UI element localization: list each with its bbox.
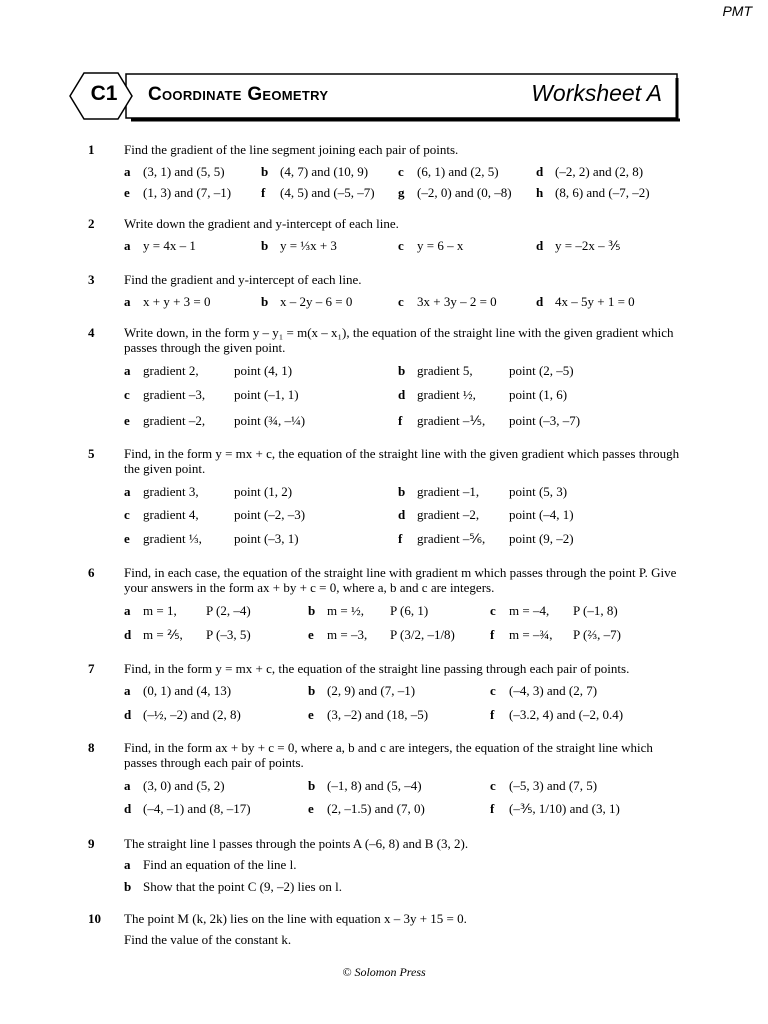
part-b-point: point (5, 3) bbox=[509, 484, 568, 499]
topic-title: Coordinate Geometry bbox=[148, 84, 329, 105]
part-c: c (–4, 3) and (2, 7) bbox=[490, 683, 598, 698]
part-a-point: point (1, 2) bbox=[234, 484, 293, 499]
part-b: b y = ⅓x + 3 bbox=[261, 238, 337, 253]
question-number: 7 bbox=[88, 661, 95, 676]
question-number: 10 bbox=[88, 911, 101, 926]
part-e-point: point (¾, –¼) bbox=[234, 413, 306, 428]
part-b-point: P (6, 1) bbox=[390, 603, 429, 618]
part-f: f (–⅗, 1/10) and (3, 1) bbox=[490, 801, 620, 816]
part-b: b x – 2y – 6 = 0 bbox=[261, 294, 353, 309]
part-a: a x + y + 3 = 0 bbox=[124, 294, 211, 309]
part-d: d 4x – 5y + 1 = 0 bbox=[536, 294, 635, 309]
part-f-point: point (9, –2) bbox=[509, 531, 574, 546]
question-text: Find, in the form y = mx + c, the equation of the straight line with the given gradient which passes through the given point. bbox=[124, 446, 680, 476]
part-a: a Find an equation of the line l. bbox=[124, 857, 297, 872]
part-h: h (8, 6) and (–7, –2) bbox=[536, 185, 650, 200]
part-d-point: P (–3, 5) bbox=[206, 627, 251, 642]
part-c: c m = –4, bbox=[490, 603, 550, 618]
question-text: Write down, in the form y – y₁ = m(x – x₁), the equation of the straight line with the given gradient which passes through the given point. bbox=[124, 325, 674, 355]
part-a: a gradient 3, bbox=[124, 484, 199, 499]
question-number: 5 bbox=[88, 446, 95, 461]
part-g: g (–2, 0) and (0, –8) bbox=[398, 185, 512, 200]
part-b: b Show that the point C (9, –2) lies on l. bbox=[124, 879, 342, 894]
part-a: a m = 1, bbox=[124, 603, 177, 618]
part-e: e gradient ⅓, bbox=[124, 531, 202, 546]
part-d: d (–2, 2) and (2, 8) bbox=[536, 164, 644, 179]
part-a-point: point (4, 1) bbox=[234, 363, 293, 378]
part-d: d m = ⅖, bbox=[124, 627, 183, 642]
part-c-point: point (–2, –3) bbox=[234, 507, 306, 522]
part-f-point: P (⅔, –7) bbox=[573, 627, 621, 642]
question-number: 3 bbox=[88, 272, 95, 287]
part-c: c (–5, 3) and (7, 5) bbox=[490, 778, 598, 793]
part-a: a y = 4x – 1 bbox=[124, 238, 196, 253]
part-a: a (3, 0) and (5, 2) bbox=[124, 778, 225, 793]
part-e: e gradient –2, bbox=[124, 413, 206, 428]
part-a: a (3, 1) and (5, 5) bbox=[124, 164, 225, 179]
part-b: b (4, 7) and (10, 9) bbox=[261, 164, 369, 179]
part-d: d gradient –2, bbox=[398, 507, 480, 522]
question-text: Find the gradient and y-intercept of each line. bbox=[124, 272, 362, 287]
part-d: d (–4, –1) and (8, –17) bbox=[124, 801, 251, 816]
question-number: 9 bbox=[88, 836, 95, 851]
part-e: e (2, –1.5) and (7, 0) bbox=[308, 801, 425, 816]
question-text: The point M (k, 2k) lies on the line with equation x – 3y + 15 = 0. bbox=[124, 911, 467, 926]
worksheet-label: Worksheet A bbox=[531, 80, 662, 106]
part-a: a gradient 2, bbox=[124, 363, 199, 378]
question-subtext: Find the value of the constant k. bbox=[124, 932, 292, 947]
part-c: c gradient –3, bbox=[124, 387, 206, 402]
part-f: f gradient –⅕, bbox=[398, 413, 486, 428]
part-c: c y = 6 – x bbox=[398, 238, 464, 253]
part-c: c gradient 4, bbox=[124, 507, 199, 522]
question-text: Find, in each case, the equation of the straight line with gradient m which passes through the point P. Give your answers in the form ax + by + c = 0, where a, b and c are integers. bbox=[124, 565, 677, 595]
question-text: Find, in the form y = mx + c, the equation of the straight line passing through each pair of points. bbox=[124, 661, 630, 676]
question-text: Write down the gradient and y-intercept of each line. bbox=[124, 216, 399, 231]
part-d-point: point (–4, 1) bbox=[509, 507, 574, 522]
part-f-point: point (–3, –7) bbox=[509, 413, 581, 428]
part-b: b gradient –1, bbox=[398, 484, 480, 499]
question-number: 4 bbox=[88, 325, 95, 340]
part-d: d y = –2x – ⅗ bbox=[536, 238, 621, 253]
question-number: 8 bbox=[88, 740, 95, 755]
part-f: f m = –¾, bbox=[490, 627, 553, 642]
footer-credit: © Solomon Press bbox=[342, 965, 426, 979]
part-b: b m = ½, bbox=[308, 603, 364, 618]
topic-code: C1 bbox=[90, 82, 118, 105]
part-c: c 3x + 3y – 2 = 0 bbox=[398, 294, 497, 309]
part-c-point: P (–1, 8) bbox=[573, 603, 618, 618]
part-d: d gradient ½, bbox=[398, 387, 476, 402]
part-c-point: point (–1, 1) bbox=[234, 387, 299, 402]
worksheet-header bbox=[68, 70, 680, 124]
part-e: e (1, 3) and (7, –1) bbox=[124, 185, 232, 200]
part-b-point: point (2, –5) bbox=[509, 363, 574, 378]
part-f: f (4, 5) and (–5, –7) bbox=[261, 185, 375, 200]
part-a-point: P (2, –4) bbox=[206, 603, 251, 618]
question-text: The straight line l passes through the points A (–6, 8) and B (3, 2). bbox=[124, 836, 469, 851]
question-text: Find, in the form ax + by + c = 0, where a, b and c are integers, the equation of the straight line which passes through each pair of points. bbox=[124, 740, 653, 770]
part-b: b (2, 9) and (7, –1) bbox=[308, 683, 416, 698]
part-f: f gradient –⅚, bbox=[398, 531, 486, 546]
pmt-mark: PMT bbox=[722, 3, 752, 19]
part-b: b gradient 5, bbox=[398, 363, 473, 378]
part-d-point: point (1, 6) bbox=[509, 387, 568, 402]
part-d: d (–½, –2) and (2, 8) bbox=[124, 707, 241, 722]
question-number: 1 bbox=[88, 142, 95, 157]
question-number: 2 bbox=[88, 216, 95, 231]
part-e: e m = –3, bbox=[308, 627, 368, 642]
part-c: c (6, 1) and (2, 5) bbox=[398, 164, 499, 179]
part-e-point: point (–3, 1) bbox=[234, 531, 299, 546]
part-e-point: P (3/2, –1/8) bbox=[390, 627, 455, 642]
question-number: 6 bbox=[88, 565, 95, 580]
part-a: a (0, 1) and (4, 13) bbox=[124, 683, 232, 698]
part-e: e (3, –2) and (18, –5) bbox=[308, 707, 429, 722]
question-text: Find the gradient of the line segment joining each pair of points. bbox=[124, 142, 459, 157]
part-b: b (–1, 8) and (5, –4) bbox=[308, 778, 422, 793]
part-f: f (–3.2, 4) and (–2, 0.4) bbox=[490, 707, 624, 722]
